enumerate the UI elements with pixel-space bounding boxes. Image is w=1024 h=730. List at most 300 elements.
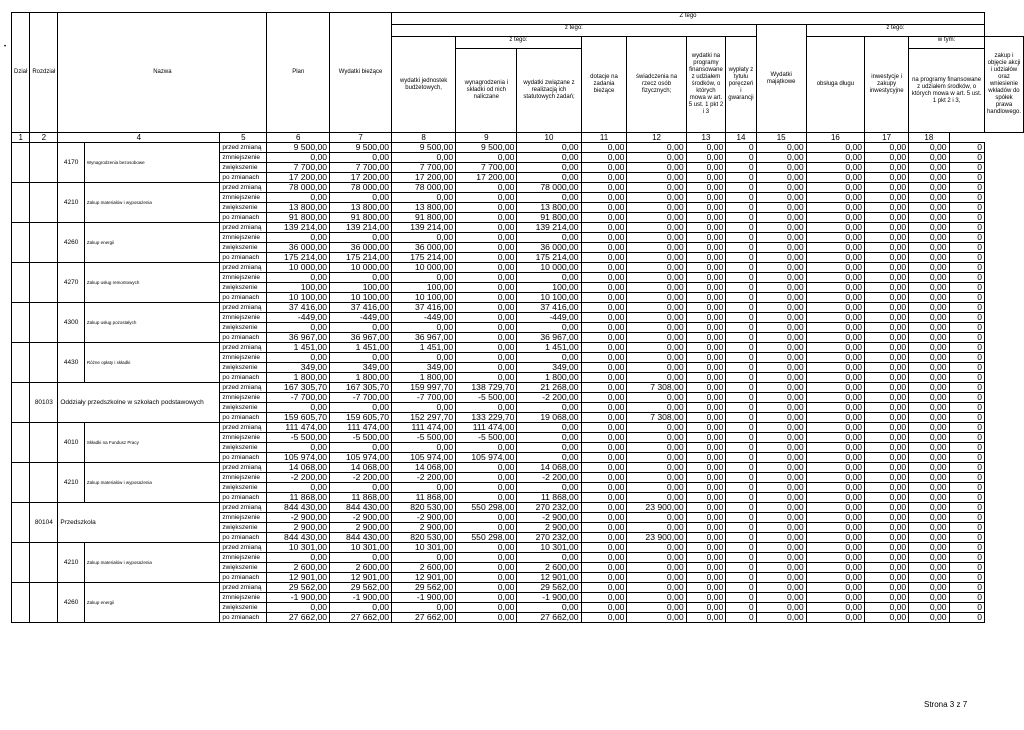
value-cell: 0,00 xyxy=(456,353,517,363)
value-cell: -2 200,00 xyxy=(330,473,392,483)
value-cell: 0,00 xyxy=(330,483,392,493)
column-number: 15 xyxy=(756,133,806,143)
value-cell: 0,00 xyxy=(686,273,726,283)
value-cell: 0,00 xyxy=(456,223,517,233)
value-cell: 0,00 xyxy=(581,183,627,193)
header-plan: Plan xyxy=(267,13,330,133)
value-cell: 175 214,00 xyxy=(392,253,456,263)
value-cell: 14 068,00 xyxy=(267,463,330,473)
value-cell: 0 xyxy=(949,533,984,543)
value-cell: 105 974,00 xyxy=(456,453,517,463)
value-cell: 0 xyxy=(726,603,756,613)
value-cell: 0,00 xyxy=(581,453,627,463)
row-label: zwiększenie xyxy=(220,443,267,453)
value-cell: 0,00 xyxy=(456,593,517,603)
value-cell: 10 100,00 xyxy=(517,293,581,303)
value-cell: 0,00 xyxy=(806,393,864,403)
value-cell: 0,00 xyxy=(627,283,686,293)
value-cell: 0,00 xyxy=(865,303,909,313)
value-cell: 10 100,00 xyxy=(267,293,330,303)
value-cell: 0,00 xyxy=(909,323,949,333)
value-cell: 0,00 xyxy=(686,613,726,623)
value-cell: 0,00 xyxy=(517,353,581,363)
value-cell: -5 500,00 xyxy=(330,433,392,443)
value-cell: 91 800,00 xyxy=(392,213,456,223)
value-cell: 0,00 xyxy=(865,293,909,303)
value-cell: 0 xyxy=(949,593,984,603)
value-cell: 0,00 xyxy=(909,353,949,363)
value-cell: 0,00 xyxy=(909,563,949,573)
value-cell: 0,00 xyxy=(686,543,726,553)
value-cell: 111 474,00 xyxy=(330,423,392,433)
value-cell: 0,00 xyxy=(267,603,330,613)
value-cell: 0,00 xyxy=(686,393,726,403)
value-cell: 0,00 xyxy=(865,583,909,593)
column-number: 9 xyxy=(456,133,517,143)
value-cell: 844 430,00 xyxy=(267,533,330,543)
value-cell: 0,00 xyxy=(806,143,864,153)
dzial-cell xyxy=(12,583,30,623)
value-cell: 37 416,00 xyxy=(267,303,330,313)
value-cell: 0,00 xyxy=(392,193,456,203)
value-cell: 0 xyxy=(949,433,984,443)
value-cell: 0,00 xyxy=(686,533,726,543)
value-cell: -7 700,00 xyxy=(267,393,330,403)
value-cell: 0,00 xyxy=(456,473,517,483)
paragraph-name: Zakup energii xyxy=(84,583,220,623)
value-cell: 0,00 xyxy=(909,473,949,483)
value-cell: 820 530,00 xyxy=(392,533,456,543)
value-cell: 91 800,00 xyxy=(517,213,581,223)
value-cell: 0,00 xyxy=(517,163,581,173)
column-number: 6 xyxy=(267,133,330,143)
value-cell: 175 214,00 xyxy=(267,253,330,263)
value-cell: 0,00 xyxy=(909,433,949,443)
value-cell: 0 xyxy=(726,253,756,263)
value-cell: 0,00 xyxy=(267,353,330,363)
value-cell: -1 900,00 xyxy=(267,593,330,603)
value-cell: 0,00 xyxy=(909,293,949,303)
value-cell: 29 562,00 xyxy=(267,583,330,593)
value-cell: 0,00 xyxy=(756,613,806,623)
value-cell: 0,00 xyxy=(806,353,864,363)
row-label: zmniejszenie xyxy=(220,473,267,483)
value-cell: 0,00 xyxy=(330,273,392,283)
value-cell: 0,00 xyxy=(517,153,581,163)
value-cell: 36 967,00 xyxy=(330,333,392,343)
column-number: 16 xyxy=(806,133,864,143)
value-cell: 0,00 xyxy=(581,153,627,163)
value-cell: 0,00 xyxy=(686,473,726,483)
value-cell: 0,00 xyxy=(865,383,909,393)
value-cell: 0,00 xyxy=(627,313,686,323)
value-cell: 0,00 xyxy=(267,233,330,243)
value-cell: 0,00 xyxy=(686,163,726,173)
value-cell: 0,00 xyxy=(865,143,909,153)
value-cell: 78 000,00 xyxy=(267,183,330,193)
value-cell: 0 xyxy=(949,613,984,623)
row-label: zmniejszenie xyxy=(220,433,267,443)
header-z-tego-main: Z tego xyxy=(392,13,985,25)
value-cell: -1 900,00 xyxy=(330,593,392,603)
value-cell: 0,00 xyxy=(581,233,627,243)
value-cell: 0,00 xyxy=(517,273,581,283)
value-cell: 0,00 xyxy=(627,333,686,343)
value-cell: 0,00 xyxy=(806,233,864,243)
value-cell: 0,00 xyxy=(581,363,627,373)
value-cell: 0,00 xyxy=(909,163,949,173)
value-cell: 2 900,00 xyxy=(330,523,392,533)
table-row xyxy=(12,143,1024,153)
value-cell: 0,00 xyxy=(581,413,627,423)
value-cell: 0,00 xyxy=(756,513,806,523)
value-cell: 0,00 xyxy=(456,303,517,313)
value-cell: 0,00 xyxy=(909,593,949,603)
value-cell: 0,00 xyxy=(627,233,686,243)
value-cell: 0,00 xyxy=(806,303,864,313)
value-cell: 0,00 xyxy=(909,273,949,283)
column-number: 4 xyxy=(58,133,220,143)
paragraph-name: Zakup usług pozostałych xyxy=(84,303,220,343)
column-number: 18 xyxy=(909,133,949,143)
value-cell: 1 451,00 xyxy=(392,343,456,353)
value-cell: 0,00 xyxy=(456,613,517,623)
row-label: przed zmianą xyxy=(220,223,267,233)
value-cell: -2 900,00 xyxy=(330,513,392,523)
value-cell: 0,00 xyxy=(806,283,864,293)
value-cell: -449,00 xyxy=(392,313,456,323)
value-cell: 0,00 xyxy=(330,553,392,563)
value-cell: 0,00 xyxy=(756,383,806,393)
value-cell: 0,00 xyxy=(456,553,517,563)
row-label: zwiększenie xyxy=(220,323,267,333)
value-cell: 0 xyxy=(726,363,756,373)
row-label: przed zmianą xyxy=(220,543,267,553)
value-cell: 0,00 xyxy=(865,253,909,263)
value-cell: 0,00 xyxy=(686,523,726,533)
value-cell: 0 xyxy=(726,283,756,293)
value-cell: 0,00 xyxy=(627,343,686,353)
value-cell: 550 298,00 xyxy=(456,533,517,543)
value-cell: 0,00 xyxy=(627,203,686,213)
value-cell: 0,00 xyxy=(581,323,627,333)
value-cell: 0,00 xyxy=(806,373,864,383)
value-cell: 0 xyxy=(726,353,756,363)
value-cell: 0 xyxy=(726,553,756,563)
value-cell: 0,00 xyxy=(909,573,949,583)
value-cell: 0,00 xyxy=(865,243,909,253)
value-cell: 0,00 xyxy=(330,443,392,453)
value-cell: 105 974,00 xyxy=(392,453,456,463)
value-cell: 175 214,00 xyxy=(517,253,581,263)
value-cell: 0,00 xyxy=(581,553,627,563)
row-label: zwiększenie xyxy=(220,483,267,493)
value-cell: 0,00 xyxy=(756,303,806,313)
value-cell: 0,00 xyxy=(909,383,949,393)
value-cell: 0,00 xyxy=(865,413,909,423)
value-cell: 0,00 xyxy=(865,393,909,403)
value-cell: 0,00 xyxy=(686,343,726,353)
value-cell: 0,00 xyxy=(686,303,726,313)
rozdzial-cell xyxy=(30,583,58,623)
value-cell: 0,00 xyxy=(865,203,909,213)
value-cell: 17 200,00 xyxy=(456,173,517,183)
value-cell: 0,00 xyxy=(909,283,949,293)
value-cell: 0,00 xyxy=(756,463,806,473)
row-label: zwiększenie xyxy=(220,523,267,533)
value-cell: 29 562,00 xyxy=(392,583,456,593)
value-cell: 0,00 xyxy=(686,293,726,303)
value-cell: 0,00 xyxy=(581,593,627,603)
value-cell: 0,00 xyxy=(517,143,581,153)
value-cell: 0,00 xyxy=(627,563,686,573)
value-cell: 0,00 xyxy=(806,453,864,463)
value-cell: 0,00 xyxy=(627,243,686,253)
value-cell: 0,00 xyxy=(756,523,806,533)
value-cell: 0,00 xyxy=(756,583,806,593)
value-cell: 0,00 xyxy=(330,153,392,163)
table-row xyxy=(12,383,1024,393)
value-cell: 0,00 xyxy=(909,513,949,523)
value-cell: 0,00 xyxy=(627,143,686,153)
value-cell: 1 800,00 xyxy=(330,373,392,383)
value-cell: 0,00 xyxy=(686,183,726,193)
value-cell: 78 000,00 xyxy=(517,183,581,193)
value-cell: 0 xyxy=(949,153,984,163)
value-cell: 0,00 xyxy=(909,413,949,423)
row-label: po zmianach xyxy=(220,373,267,383)
value-cell: 0,00 xyxy=(456,153,517,163)
column-numbers-row xyxy=(12,133,1024,143)
paragraph-code: 4300 xyxy=(58,303,85,343)
value-cell: 0,00 xyxy=(456,213,517,223)
value-cell: 0 xyxy=(949,423,984,433)
budget-table xyxy=(11,12,1024,623)
dzial-cell xyxy=(12,143,30,183)
value-cell: 0,00 xyxy=(756,173,806,183)
dzial-cell xyxy=(12,423,30,463)
value-cell: 0,00 xyxy=(686,443,726,453)
value-cell: 0,00 xyxy=(627,593,686,603)
value-cell: 0,00 xyxy=(686,323,726,333)
row-label: przed zmianą xyxy=(220,463,267,473)
value-cell: 0,00 xyxy=(806,403,864,413)
value-cell: 0,00 xyxy=(865,463,909,473)
value-cell: 0,00 xyxy=(865,573,909,583)
value-cell: 10 100,00 xyxy=(330,293,392,303)
value-cell: 0,00 xyxy=(865,333,909,343)
value-cell: 13 800,00 xyxy=(392,203,456,213)
row-label: zwiększenie xyxy=(220,243,267,253)
value-cell: 111 474,00 xyxy=(456,423,517,433)
value-cell: 0,00 xyxy=(806,583,864,593)
value-cell: 100,00 xyxy=(517,283,581,293)
value-cell: 0,00 xyxy=(806,203,864,213)
value-cell: 0,00 xyxy=(806,433,864,443)
value-cell: 0,00 xyxy=(581,383,627,393)
value-cell: -5 500,00 xyxy=(456,433,517,443)
value-cell: 0,00 xyxy=(909,233,949,243)
value-cell: 0,00 xyxy=(581,583,627,593)
value-cell: 0 xyxy=(949,333,984,343)
value-cell: 0,00 xyxy=(456,363,517,373)
value-cell: 10 301,00 xyxy=(517,543,581,553)
value-cell: 0,00 xyxy=(686,243,726,253)
value-cell: 0,00 xyxy=(330,403,392,413)
column-number: 17 xyxy=(865,133,909,143)
value-cell: 0,00 xyxy=(686,573,726,583)
value-cell: 10 000,00 xyxy=(267,263,330,273)
header-z-tego-a: z tego: xyxy=(392,25,757,37)
value-cell: -2 200,00 xyxy=(517,473,581,483)
value-cell: 0,00 xyxy=(581,213,627,223)
value-cell: 0,00 xyxy=(865,473,909,483)
value-cell: 0,00 xyxy=(686,603,726,613)
page-number: Strona 3 z 7 xyxy=(924,700,968,709)
value-cell: 0,00 xyxy=(909,303,949,313)
value-cell: 0,00 xyxy=(330,193,392,203)
value-cell: 0,00 xyxy=(756,423,806,433)
value-cell: 0,00 xyxy=(909,553,949,563)
value-cell: 0,00 xyxy=(627,573,686,583)
value-cell: 0,00 xyxy=(756,283,806,293)
value-cell: 0,00 xyxy=(909,193,949,203)
value-cell: 0,00 xyxy=(865,563,909,573)
value-cell: 0,00 xyxy=(806,163,864,173)
value-cell: 349,00 xyxy=(267,363,330,373)
table-row xyxy=(12,263,1024,273)
paragraph-code: 4260 xyxy=(58,583,85,623)
value-cell: 0,00 xyxy=(581,293,627,303)
value-cell: 0 xyxy=(726,373,756,383)
row-label: zmniejszenie xyxy=(220,353,267,363)
value-cell: 0,00 xyxy=(686,143,726,153)
value-cell: 0,00 xyxy=(686,353,726,363)
value-cell: 0,00 xyxy=(686,223,726,233)
value-cell: 27 662,00 xyxy=(517,613,581,623)
column-number: 10 xyxy=(517,133,581,143)
value-cell: 0,00 xyxy=(686,383,726,393)
value-cell: 0 xyxy=(726,183,756,193)
value-cell: 0,00 xyxy=(909,523,949,533)
value-cell: 0,00 xyxy=(686,483,726,493)
row-label: po zmianach xyxy=(220,213,267,223)
value-cell: 0,00 xyxy=(865,343,909,353)
value-cell: 167 305,70 xyxy=(330,383,392,393)
value-cell: 349,00 xyxy=(330,363,392,373)
value-cell: 139 214,00 xyxy=(517,223,581,233)
value-cell: 0,00 xyxy=(756,483,806,493)
value-cell: 0,00 xyxy=(756,393,806,403)
value-cell: 0,00 xyxy=(627,153,686,163)
value-cell: 14 068,00 xyxy=(330,463,392,473)
table-row xyxy=(12,503,1024,513)
value-cell: 0 xyxy=(949,173,984,183)
value-cell: 0,00 xyxy=(909,173,949,183)
table-row xyxy=(12,423,1024,433)
value-cell: 0 xyxy=(726,413,756,423)
value-cell: 17 200,00 xyxy=(392,173,456,183)
value-cell: 0,00 xyxy=(581,223,627,233)
value-cell: 0,00 xyxy=(756,363,806,373)
value-cell: 0,00 xyxy=(581,253,627,263)
value-cell: 0,00 xyxy=(806,423,864,433)
value-cell: 0,00 xyxy=(806,253,864,263)
value-cell: 0 xyxy=(726,383,756,393)
value-cell: 844 430,00 xyxy=(267,503,330,513)
value-cell: 0,00 xyxy=(392,403,456,413)
value-cell: 0,00 xyxy=(686,513,726,523)
value-cell: 0,00 xyxy=(267,323,330,333)
row-label: zmniejszenie xyxy=(220,393,267,403)
value-cell: 0 xyxy=(726,463,756,473)
value-cell: 0,00 xyxy=(806,513,864,523)
value-cell: 138 729,70 xyxy=(456,383,517,393)
value-cell: -1 900,00 xyxy=(392,593,456,603)
value-cell: -2 900,00 xyxy=(267,513,330,523)
value-cell: 0,00 xyxy=(909,143,949,153)
value-cell: 0,00 xyxy=(267,483,330,493)
value-cell: 36 967,00 xyxy=(392,333,456,343)
value-cell: 0 xyxy=(949,253,984,263)
value-cell: 0,00 xyxy=(392,483,456,493)
value-cell: -1 900,00 xyxy=(517,593,581,603)
value-cell: 27 662,00 xyxy=(267,613,330,623)
value-cell: 0,00 xyxy=(756,273,806,283)
rozdzial-cell xyxy=(30,263,58,303)
value-cell: 0,00 xyxy=(267,403,330,413)
value-cell: 0,00 xyxy=(627,423,686,433)
table-row xyxy=(12,543,1024,553)
row-label: zwiększenie xyxy=(220,603,267,613)
value-cell: 0,00 xyxy=(909,453,949,463)
value-cell: 0,00 xyxy=(456,333,517,343)
value-cell: 0,00 xyxy=(865,503,909,513)
value-cell: 0,00 xyxy=(581,563,627,573)
header-wyplaty: wypłaty z tytułu poręczeń i gwarancji xyxy=(726,37,756,133)
value-cell: 0,00 xyxy=(456,583,517,593)
header-z-tego-b: z tego: xyxy=(456,37,581,49)
value-cell: 0,00 xyxy=(581,543,627,553)
dzial-cell xyxy=(12,463,30,503)
value-cell: 0,00 xyxy=(517,553,581,563)
value-cell: 0,00 xyxy=(686,563,726,573)
value-cell: 78 000,00 xyxy=(330,183,392,193)
value-cell: 0,00 xyxy=(517,173,581,183)
row-label: zwiększenie xyxy=(220,403,267,413)
value-cell: 0,00 xyxy=(756,193,806,203)
value-cell: 159 997,70 xyxy=(392,383,456,393)
margin-mark: • xyxy=(4,44,7,50)
value-cell: 0,00 xyxy=(909,373,949,383)
row-label: zwiększenie xyxy=(220,563,267,573)
value-cell: 0,00 xyxy=(392,603,456,613)
value-cell: 0,00 xyxy=(865,173,909,183)
rozdzial-cell xyxy=(30,423,58,463)
value-cell: 0,00 xyxy=(806,243,864,253)
value-cell: 0,00 xyxy=(806,333,864,343)
value-cell: 0,00 xyxy=(806,543,864,553)
value-cell: 0,00 xyxy=(581,483,627,493)
value-cell: 36 967,00 xyxy=(517,333,581,343)
value-cell: 0,00 xyxy=(581,513,627,523)
value-cell: 0 xyxy=(726,593,756,603)
value-cell: 29 562,00 xyxy=(517,583,581,593)
value-cell: 0,00 xyxy=(581,423,627,433)
column-number: 13 xyxy=(686,133,726,143)
paragraph-code: 4010 xyxy=(58,423,85,463)
value-cell: 0,00 xyxy=(909,313,949,323)
